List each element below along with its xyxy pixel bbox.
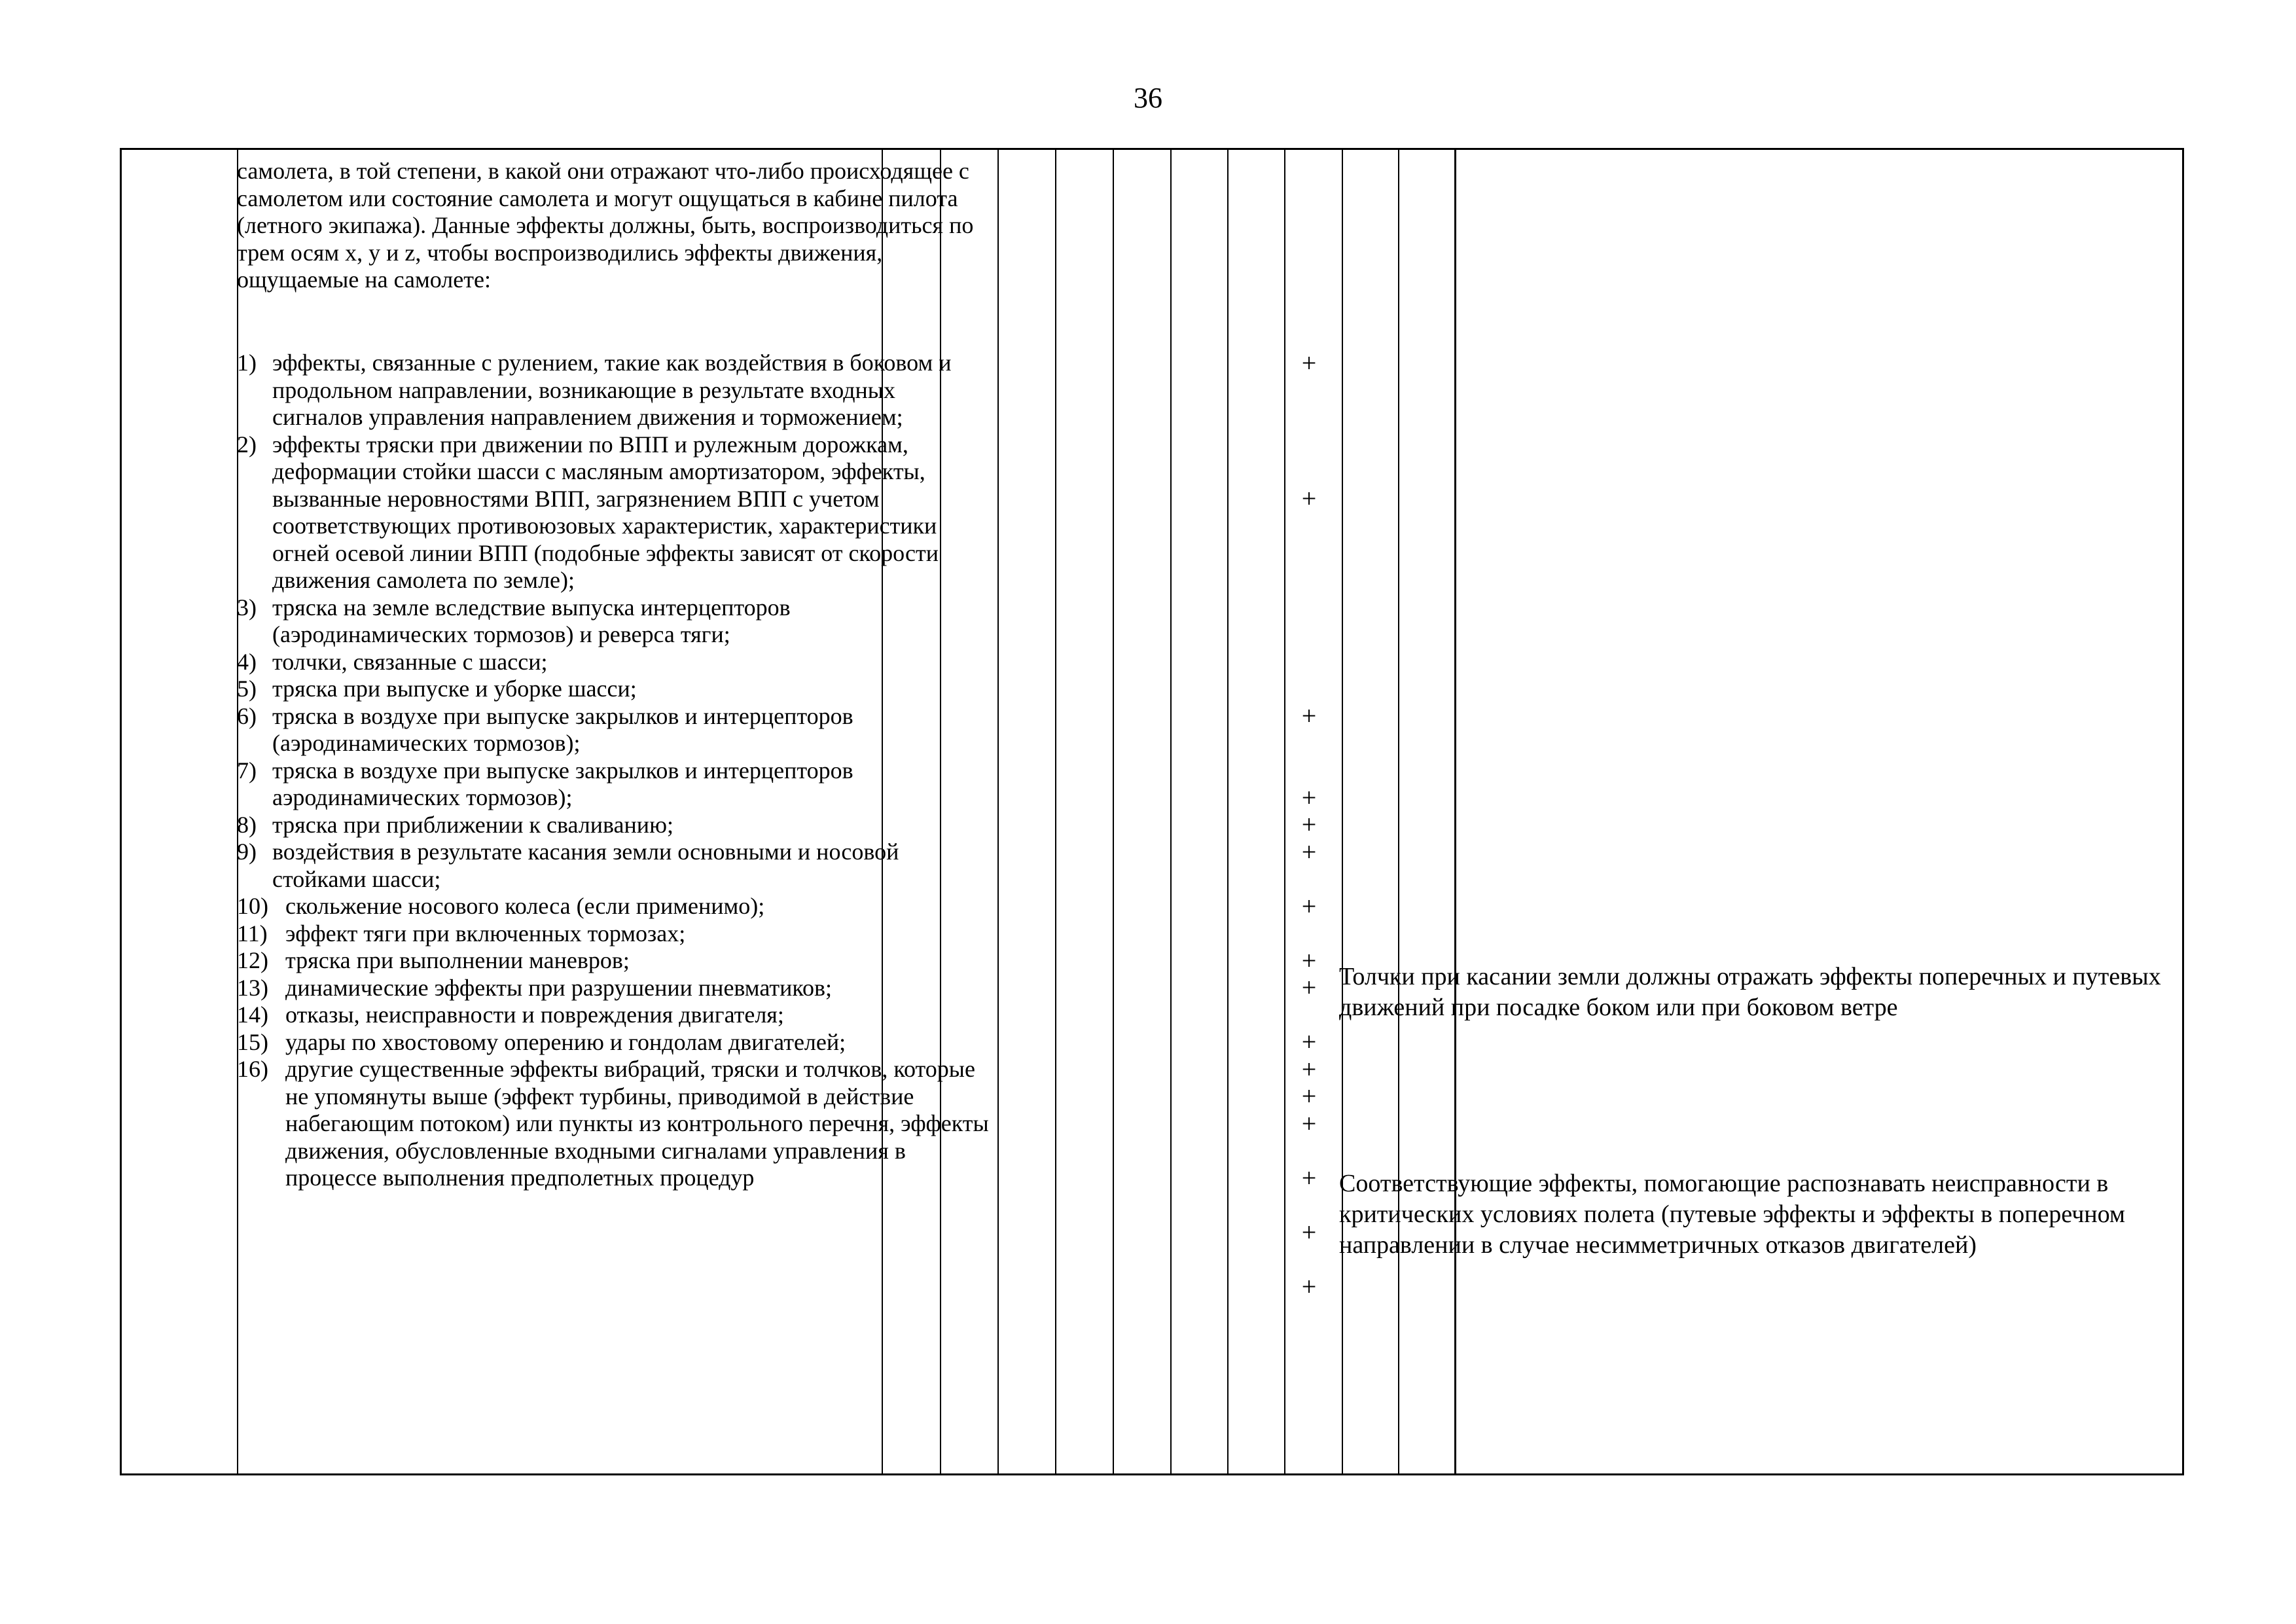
- applicability-mark: +: [1301, 1081, 1317, 1111]
- page-number: 36: [1134, 82, 1162, 114]
- list-item: [237, 676, 990, 703]
- item-text: тряска при выпуске и уборке шасси;: [272, 676, 637, 702]
- item-text: тряска при выполнении маневров;: [285, 947, 630, 973]
- item-text: тряска при приближении к сваливанию;: [272, 811, 673, 838]
- item-number: 6): [237, 702, 257, 729]
- applicability-mark: +: [1301, 1027, 1317, 1056]
- item-text: отказы, неисправности и повреждения двигателя;: [285, 1001, 784, 1028]
- list-item: [237, 703, 990, 757]
- item-number: 14): [237, 1001, 268, 1028]
- item-number: 16): [237, 1056, 268, 1082]
- list-item: [237, 1001, 990, 1029]
- item-text: эффекты, связанные с рулением, такие как воздействия в боковом и продольном направлении, возникающие в результате входных сигналов управления направлением движения и торможением;: [272, 350, 952, 430]
- list-item: [237, 893, 990, 920]
- item-text: динамические эффекты при разрушении пневматиков;: [285, 974, 833, 1001]
- applicability-mark: +: [1301, 348, 1317, 378]
- column-divider: [1227, 150, 1229, 1473]
- item-number: 10): [237, 893, 268, 919]
- item-number: 9): [237, 839, 257, 865]
- list-item: [237, 594, 990, 649]
- applicability-mark: +: [1301, 1218, 1317, 1247]
- column-divider: [1170, 150, 1172, 1473]
- item-text: удары по хвостовому оперению и гондолам двигателей;: [285, 1028, 846, 1055]
- applicability-mark: +: [1301, 973, 1317, 1002]
- list-item: [237, 431, 990, 594]
- applicability-mark: +: [1301, 484, 1317, 513]
- item-text: другие существенные эффекты вибраций, тряски и толчков, которые не упомянуты выше (эффект турбины, приводимой в действие набегающим потоком) или пункты из контрольного перечня, эффекты движения, обусловленные входными сигналами управления в процессе выполнения предполетных процедур: [285, 1056, 989, 1191]
- applicability-mark: +: [1301, 1272, 1317, 1301]
- item-number: 7): [237, 757, 257, 784]
- item-text: тряска в воздухе при выпуске закрылков и интерцепторов аэродинамических тормозов);: [272, 757, 853, 810]
- list-item: [237, 920, 990, 948]
- column-divider: [1398, 150, 1399, 1473]
- applicability-mark: +: [1301, 1163, 1317, 1193]
- list-item: [237, 757, 990, 812]
- applicability-mark: +: [1301, 810, 1317, 839]
- item-number: 8): [237, 811, 257, 838]
- note-touchdown-effects: Толчки при касании земли должны отражать эффекты поперечных и путевых движений при посадке боком или при боковом ветре: [1339, 963, 2161, 1021]
- item-number: 12): [237, 947, 268, 973]
- list-item: [237, 1029, 990, 1056]
- column-divider: [997, 150, 999, 1473]
- applicability-mark: +: [1301, 946, 1317, 975]
- list-item: [237, 1056, 990, 1192]
- item-number: 2): [237, 431, 257, 458]
- item-text: толчки, связанные с шасси;: [272, 648, 548, 675]
- applicability-mark: +: [1301, 892, 1317, 921]
- applicability-mark: +: [1301, 1109, 1317, 1138]
- item-text: скольжение носового колеса (если применимо);: [285, 893, 765, 919]
- note-malfunction-effects: Соответствующие эффекты, помогающие распознавать неисправности в критических условиях полета (путевые эффекты и эффекты в поперечном направлении в случае несимметричных отказов двигателей): [1339, 1170, 2125, 1259]
- column-divider: [1055, 150, 1056, 1473]
- column-divider: [1113, 150, 1114, 1473]
- list-item: [237, 649, 990, 676]
- requirement-intro: самолета, в той степени, в какой они отражают что-либо происходящее с самолетом или состояние самолета и могут ощущаться в кабине пилота (летного экипажа). Данные эффекты должны, быть, воспроизводиться по трем осям x, y и z, чтобы воспроизводились эффекты движения, ощущаемые на самолете:: [237, 158, 974, 293]
- applicability-mark: +: [1301, 837, 1317, 867]
- item-number: 3): [237, 594, 257, 621]
- column-divider: [1342, 150, 1343, 1473]
- applicability-mark: +: [1301, 1055, 1317, 1084]
- requirements-table: [120, 148, 2184, 1475]
- applicability-mark: +: [1301, 701, 1317, 731]
- applicability-mark: +: [1301, 783, 1317, 812]
- item-text: эффект тяги при включенных тормозах;: [285, 920, 686, 947]
- item-number: 1): [237, 350, 257, 376]
- column-divider: [1284, 150, 1285, 1473]
- list-item: [237, 839, 990, 893]
- item-number: 4): [237, 648, 257, 675]
- item-number: 15): [237, 1028, 268, 1055]
- list-item: [237, 975, 990, 1002]
- item-number: 13): [237, 974, 268, 1001]
- column-divider: [1454, 150, 1456, 1473]
- list-item: [237, 350, 990, 431]
- item-number: 5): [237, 676, 257, 702]
- list-item: [237, 812, 990, 839]
- item-text: воздействия в результате касания земли основными и носовой стойками шасси;: [272, 839, 899, 892]
- list-item: [237, 947, 990, 975]
- item-text: тряска в воздухе при выпуске закрылков и интерцепторов (аэродинамических тормозов);: [272, 702, 853, 756]
- item-text: тряска на земле вследствие выпуска интерцепторов (аэродинамических тормозов) и реверса тяги;: [272, 594, 791, 647]
- item-text: эффекты тряски при движении по ВПП и рулежным дорожкам, деформации стойки шасси с масляным амортизатором, эффекты, вызванные неровностями ВПП, загрязнением ВПП с учетом соответствующих противоюзовых характеристик, характеристики огней осевой линии ВПП (подобные эффекты зависят от скорости движения самолета по земле);: [272, 431, 939, 593]
- item-number: 11): [237, 920, 268, 947]
- effects-list: [237, 350, 990, 1192]
